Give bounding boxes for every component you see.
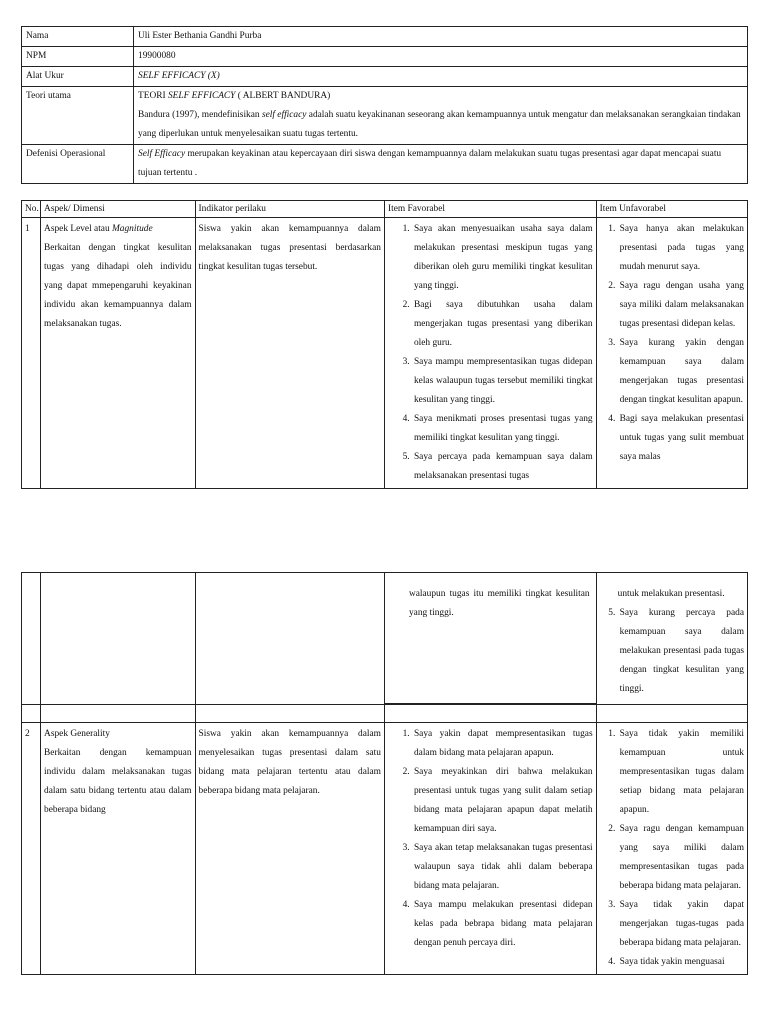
list-item: 1. Saya hanya akan melakukan presentasi pada tugas yang mudah menurut saya.: [618, 220, 744, 277]
unfavorabel-cell: [596, 218, 747, 489]
header-unfavorabel: Item Unfavorabel: [596, 201, 747, 218]
spacer-row: [22, 705, 748, 723]
list-item: 5. Saya percaya pada kemampuan saya dalam melaksanakan presentasi tugas: [412, 448, 593, 486]
unfavorabel-continuation-text: untuk melakukan presentasi.: [617, 589, 725, 599]
npm-label: NPM: [22, 47, 134, 67]
indikator-cell: Siswa yakin akan kemampuannya dalam melaksanakan tugas presentasi berdasarkan tingkat kesulitan tugas tersebut.: [195, 218, 384, 489]
row-npm: [22, 47, 748, 67]
list-item: 2. Saya meyakinkan diri bahwa melakukan presentasi untuk tugas yang sulit dalam setiap bidang mata pelajaran apapun dapat melatih kemampuan diri saya.: [412, 763, 593, 839]
table-header-row: [22, 201, 748, 218]
list-item: 2. Saya ragu dengan kemampuan yang saya miliki dalam mempresentasikan tugas pada beberapa bidang mata pelajaran.: [618, 820, 744, 896]
alat-ukur-value: SELF EFFICACY (X): [134, 67, 748, 87]
list-item: 3. Saya akan tetap melaksanakan tugas presentasi walaupun saya tidak ahli dalam beberapa bidang mata pelajaran.: [412, 839, 593, 896]
favorabel-continuation: [384, 573, 596, 705]
header-no: No.: [22, 201, 41, 218]
aspect-desc-text: Berkaitan dengan tingkat kesulitan tugas yang dihadapi oleh individu yang dapat mmepengaruhi keyakinan individu akan kemampuannya dalam melaksanakan tugas.: [44, 243, 192, 329]
list-item: 4. Saya mampu melakukan presentasi didepan kelas pada bebrapa bidang mata pelajaran dengan penuh percaya diri.: [412, 896, 593, 953]
teori-utama-label: Teori utama: [22, 87, 134, 145]
identity-table: [21, 26, 748, 184]
nama-value: Uli Ester Bethania Gandhi Purba: [134, 27, 748, 47]
unfavorabel-list: [600, 725, 744, 972]
list-item: 4. Saya tidak yakin menguasai: [618, 953, 744, 972]
aspect-table-2: [21, 572, 748, 975]
favorabel-cell: [384, 723, 596, 975]
alat-ukur-label: Alat Ukur: [22, 67, 134, 87]
header-indikator: Indikator perilaku: [195, 201, 384, 218]
definisi-value: Self Efficacy merupakan keyakinan atau kepercayaan diri siswa dengan kemampuannya dalam melakukan suatu tugas presentasi agar dapat mencapai suatu tujuan tertentu .: [134, 145, 748, 184]
list-item: 3. Saya mampu mempresentasikan tugas didepan kelas walaupun tugas tersebut memiliki tingkat kesulitan yang tinggi.: [412, 353, 593, 410]
list-item: 1. Saya akan menyesuaikan usaha saya dalam melakukan presentasi meskipun tugas yang diberikan oleh guru memiliki tingkat kesulitan yang tinggi.: [412, 220, 593, 296]
row-nama: [22, 27, 748, 47]
unfavorabel-cell: [596, 723, 747, 975]
list-item: 1. Saya yakin dapat mempresentasikan tugas dalam bidang mata pelajaran apapun.: [412, 725, 593, 763]
aspect-description: [41, 218, 196, 489]
aspect-description: [41, 723, 196, 975]
aspect-title: Aspek Level atau Magnitude: [44, 224, 153, 234]
list-item: 5. Saya kurang percaya pada kemampuan saya dalam melakukan presentasi pada tugas dengan tingkat kesulitan yang tinggi.: [618, 604, 744, 699]
list-item: 2. Bagi saya dibutuhkan usaha dalam mengerjakan tugas presentasi yang diberikan oleh guru.: [412, 296, 593, 353]
aspect-desc-text: Berkaitan dengan kemampuan individu dalam melaksanakan tugas dalam satu bidang tertentu atau dalam beberapa bidang: [44, 748, 192, 815]
list-item: 2. Saya ragu dengan usaha yang saya miliki dalam melaksanakan tugas presentasi didepan kelas.: [618, 277, 744, 334]
table-row: [22, 218, 748, 489]
aspect-table-1: [21, 200, 748, 489]
list-item: 4. Bagi saya melakukan presentasi untuk tugas yang sulit membuat saya malas: [618, 410, 744, 467]
unfavorabel-list: [600, 220, 744, 467]
npm-value: 19900080: [134, 47, 748, 67]
unfavorabel-continuation: [596, 573, 747, 705]
continuation-row: [22, 573, 748, 705]
list-item: 3. Saya kurang yakin dengan kemampuan saya dalam mengerjakan tugas presentasi dengan tingkat kesulitan apapun.: [618, 334, 744, 410]
aspect-title: Aspek Generality: [44, 729, 110, 739]
teori-utama-value: [134, 87, 748, 145]
row-teori-utama: [22, 87, 748, 145]
header-aspek: Aspek/ Dimensi: [41, 201, 196, 218]
favorabel-cell: [384, 218, 596, 489]
unfavorabel-list-cont: [600, 604, 744, 699]
row-definisi-operasional: [22, 145, 748, 184]
favorabel-continuation-text: walaupun tugas itu memiliki tingkat kesulitan yang tinggi.: [408, 589, 590, 618]
nama-label: Nama: [22, 27, 134, 47]
list-item: 4. Saya menikmati proses presentasi tugas yang memiliki tingkat kesulitan yang tinggi.: [412, 410, 593, 448]
row-alat-ukur: [22, 67, 748, 87]
row-number: 1: [22, 218, 41, 489]
teori-title: TEORI SELF EFFICACY ( ALBERT BANDURA): [138, 91, 331, 101]
table-row: [22, 723, 748, 975]
favorabel-list: [388, 725, 593, 953]
list-item: 3. Saya tidak yakin dapat mengerjakan tugas-tugas pada beberapa bidang mata pelajaran.: [618, 896, 744, 953]
favorabel-list: [388, 220, 593, 486]
row-number: 2: [22, 723, 41, 975]
list-item: 1. Saya tidak yakin memiliki kemampuan untuk mempresentasikan tugas dalam setiap bidang mata pelajaran apapun.: [618, 725, 744, 820]
definisi-label: Defenisi Operasional: [22, 145, 134, 184]
indikator-cell: Siswa yakin akan kemampuannya dalam menyelesaikan tugas presentasi dalam satu bidang mata pelajaran tertentu atau dalam beberapa bidang mata pelajaran.: [195, 723, 384, 975]
header-favorabel: Item Favorabel: [384, 201, 596, 218]
teori-description: Bandura (1997), mendefinisikan self efficacy adalah suatu keyakinanan seseorang akan kemampuannya untuk mengatur dan melaksanakan serangkaian tindakan yang diperlukan untuk menyelesaikan suatu tugas tertentu.: [138, 110, 741, 139]
